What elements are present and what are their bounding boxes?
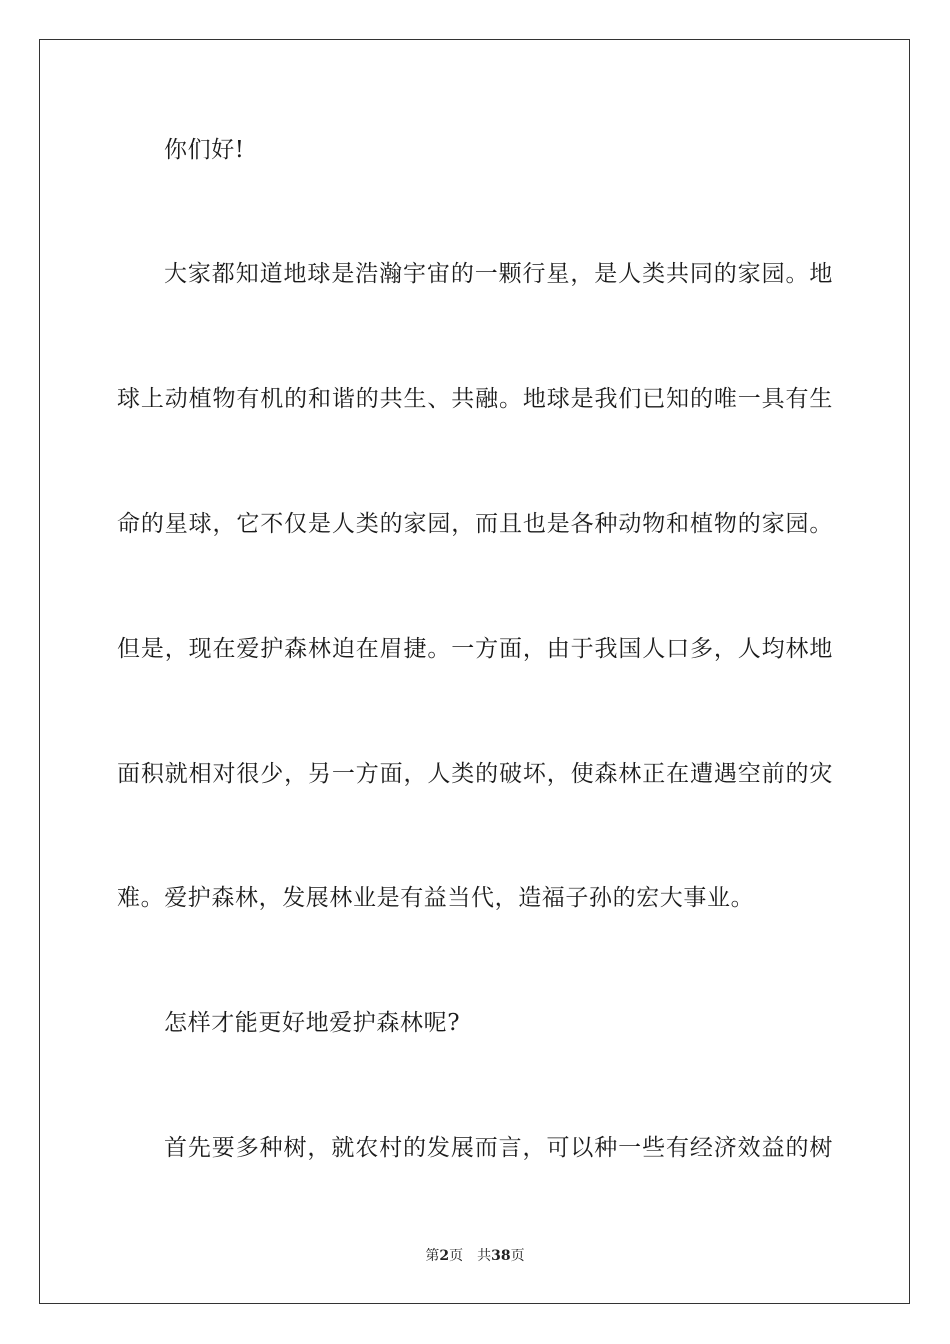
text-line-greeting: 你们好!	[164, 137, 245, 163]
text-line-paragraph1-2: 球上动植物有机的和谐的共生、共融。地球是我们已知的唯一具有生	[117, 386, 833, 412]
text-line-paragraph2-1: 首先要多种树，就农村的发展而言，可以种一些有经济效益的树	[164, 1135, 833, 1161]
page-suffix: 页	[449, 1248, 464, 1264]
page-number: 2	[439, 1248, 450, 1264]
page-frame	[39, 39, 910, 1304]
text-line-paragraph1-4: 但是，现在爱护森林迫在眉捷。一方面，由于我国人口多，人均林地	[117, 636, 833, 662]
total-prefix: 共	[477, 1248, 492, 1264]
total-suffix: 页	[510, 1248, 525, 1264]
total-pages: 38	[491, 1248, 511, 1264]
page-footer	[0, 1247, 950, 1265]
text-line-paragraph1-6: 难。爱护森林，发展林业是有益当代，造福子孙的宏大事业。	[117, 885, 755, 911]
text-line-paragraph1-5: 面积就相对很少，另一方面，人类的破坏，使森林正在遭遇空前的灾	[117, 761, 833, 787]
page-prefix: 第	[425, 1248, 440, 1264]
text-line-paragraph1-1: 大家都知道地球是浩瀚宇宙的一颗行星，是人类共同的家园。地	[164, 261, 833, 287]
text-line-question: 怎样才能更好地爱护森林呢?	[164, 1010, 461, 1036]
text-line-paragraph1-3: 命的星球，它不仅是人类的家园，而且也是各种动物和植物的家园。	[117, 511, 833, 537]
